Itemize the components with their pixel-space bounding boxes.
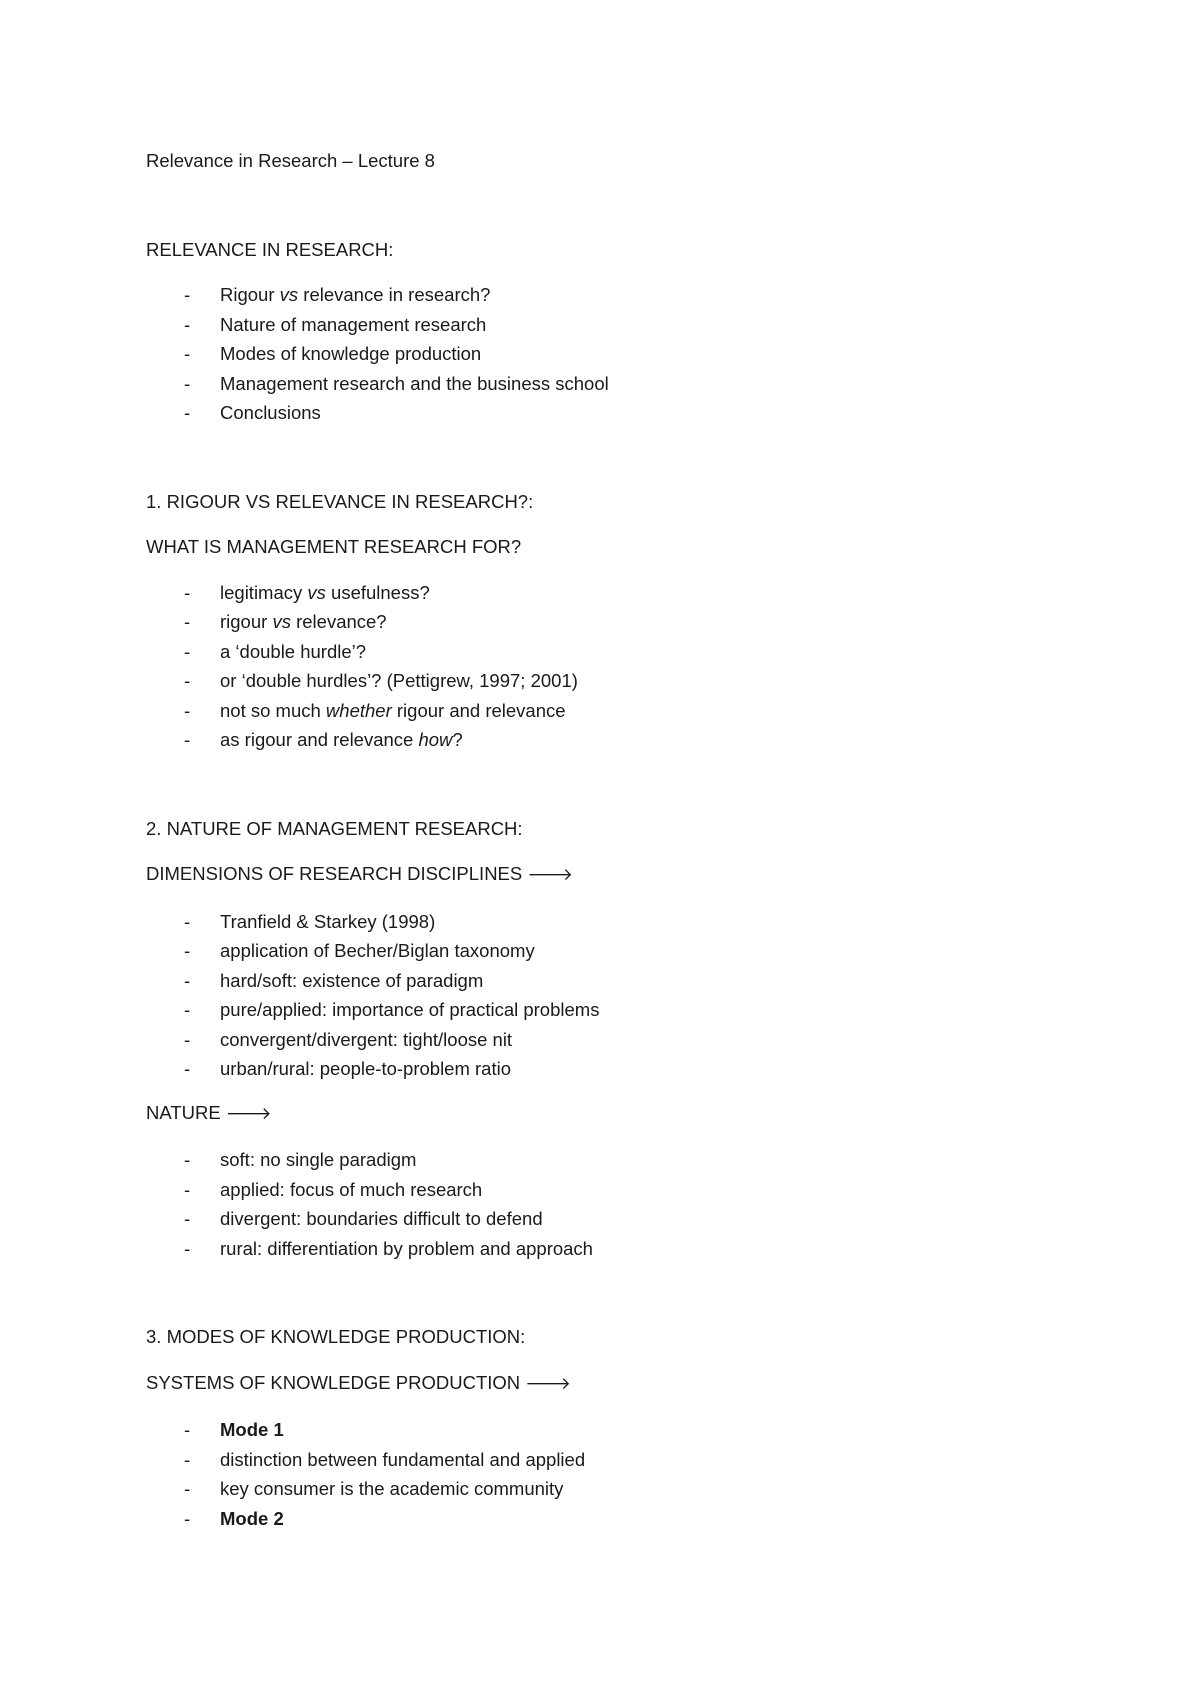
list-item: - Conclusions: [146, 398, 1106, 428]
section-1-subheading: WHAT IS MANAGEMENT RESEARCH FOR?: [146, 536, 522, 557]
list-item: - or ‘double hurdles’? (Pettigrew, 1997; 2001): [146, 666, 1106, 696]
list-item: - as rigour and relevance how?: [146, 725, 1106, 755]
overview-heading: RELEVANCE IN RESEARCH:: [146, 238, 394, 260]
list-item: - key consumer is the academic community: [146, 1474, 1106, 1504]
section-2-heading: 2. NATURE OF MANAGEMENT RESEARCH:: [146, 817, 523, 839]
dash-bullet: -: [184, 640, 191, 662]
list-item: - distinction between fundamental and applied: [146, 1445, 1106, 1475]
nature-list: [146, 1145, 1106, 1263]
dash-bullet: -: [184, 910, 191, 932]
dash-bullet: -: [184, 1208, 191, 1229]
section-2-subheading: DIMENSIONS OF RESEARCH DISCIPLINES 🡒: [146, 863, 573, 885]
dash-bullet: -: [184, 1478, 191, 1499]
list-item: - application of Becher/Biglan taxonomy: [146, 936, 1106, 966]
document-title: Relevance in Research – Lecture 8: [146, 150, 435, 171]
list-item: - soft: no single paradigm: [146, 1145, 1106, 1175]
dash-bullet: -: [184, 1419, 191, 1440]
list-item: - Modes of knowledge production: [146, 339, 1106, 369]
nature-heading: NATURE 🡒: [146, 1101, 272, 1124]
list-item: - Nature of management research: [146, 310, 1106, 340]
dash-bullet: -: [184, 581, 191, 603]
section-3-list: [146, 1415, 1106, 1533]
overview-list: [146, 280, 1106, 428]
dash-bullet: -: [184, 1028, 191, 1050]
arrow-right-icon: 🡒: [225, 1103, 272, 1124]
dash-bullet: -: [184, 284, 191, 305]
dash-bullet: -: [184, 313, 191, 335]
list-item: - not so much whether rigour and relevance: [146, 696, 1106, 726]
list-item: - Management research and the business school: [146, 369, 1106, 399]
list-item: - Rigour vs relevance in research?: [146, 280, 1106, 310]
dash-bullet: -: [184, 1149, 191, 1170]
dash-bullet: -: [184, 969, 191, 991]
dash-bullet: -: [184, 999, 191, 1020]
dash-bullet: -: [184, 729, 191, 750]
dash-bullet: -: [184, 1237, 191, 1259]
dash-bullet: -: [184, 1507, 191, 1529]
list-item: - rural: differentiation by problem and approach: [146, 1234, 1106, 1264]
list-item: - rigour vs relevance?: [146, 607, 1106, 637]
dash-bullet: -: [184, 343, 191, 364]
dash-bullet: -: [184, 611, 191, 632]
list-item: - a ‘double hurdle’?: [146, 637, 1106, 667]
list-item: - divergent: boundaries difficult to defend: [146, 1204, 1106, 1234]
list-item: - Mode 1: [146, 1415, 1106, 1445]
dash-bullet: -: [184, 372, 191, 394]
dash-bullet: -: [184, 1448, 191, 1470]
list-item: - urban/rural: people-to-problem ratio: [146, 1054, 1106, 1084]
arrow-right-icon: 🡒: [525, 1373, 571, 1394]
list-item: - convergent/divergent: tight/loose nit: [146, 1025, 1106, 1055]
list-item: - pure/applied: importance of practical problems: [146, 995, 1106, 1025]
dash-bullet: -: [184, 670, 191, 691]
document-body: [146, 146, 1106, 1533]
dash-bullet: -: [184, 940, 191, 961]
section-3-subheading: SYSTEMS OF KNOWLEDGE PRODUCTION 🡒: [146, 1371, 571, 1394]
list-item: - hard/soft: existence of paradigm: [146, 966, 1106, 996]
list-item: - Tranfield & Starkey (1998): [146, 907, 1106, 937]
section-3-heading: 3. MODES OF KNOWLEDGE PRODUCTION:: [146, 1326, 526, 1347]
arrow-right-icon: 🡒: [527, 865, 573, 885]
list-item: - applied: focus of much research: [146, 1175, 1106, 1205]
section-1-heading: 1. RIGOUR VS RELEVANCE IN RESEARCH?:: [146, 490, 534, 512]
dash-bullet: -: [184, 402, 191, 423]
section-1-list: [146, 578, 1106, 755]
dash-bullet: -: [184, 1178, 191, 1200]
dash-bullet: -: [184, 1058, 191, 1079]
list-item: - legitimacy vs usefulness?: [146, 578, 1106, 608]
list-item: - Mode 2: [146, 1504, 1106, 1534]
dash-bullet: -: [184, 699, 191, 721]
section-2-list: [146, 907, 1106, 1084]
